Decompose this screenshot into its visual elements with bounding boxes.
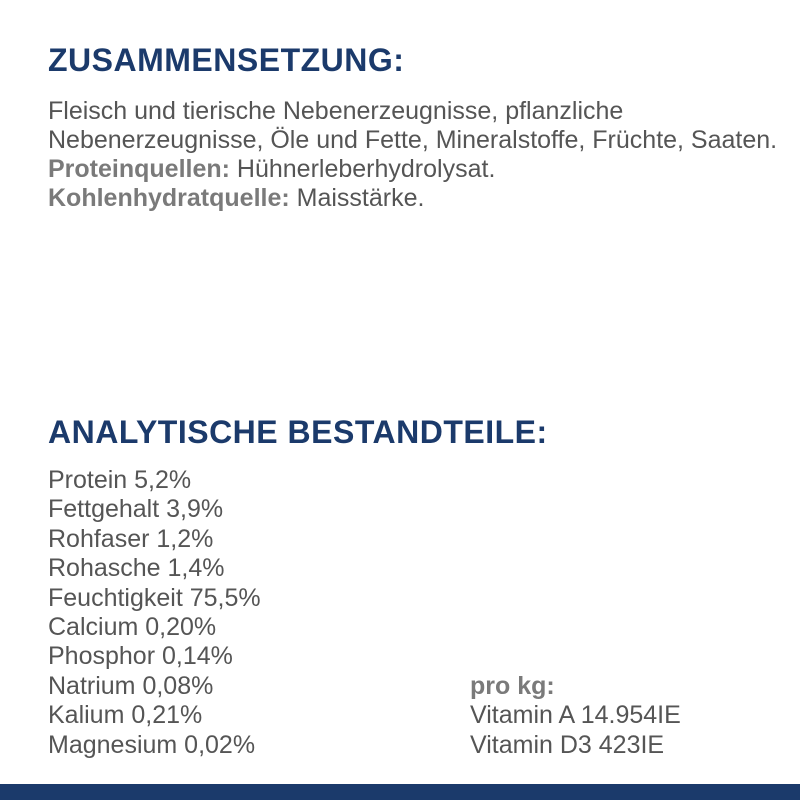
list-item: Kalium 0,21% xyxy=(48,701,203,730)
analytical-constituents-list xyxy=(48,466,261,760)
list-item: Phosphor 0,14% xyxy=(48,642,233,671)
composition-section xyxy=(48,97,778,213)
list-item: Calcium 0,20% xyxy=(48,613,217,642)
list-item: Protein 5,2% xyxy=(48,466,192,494)
carbohydrate-source-line xyxy=(48,184,778,213)
protein-sources-label: Proteinquellen: xyxy=(48,155,230,183)
protein-sources-value: Hühnerleberhydrolysat. xyxy=(229,155,496,183)
list-item: Fettgehalt 3,9% xyxy=(48,495,224,524)
list-item: Feuchtigkeit 75,5% xyxy=(48,583,261,612)
carbohydrate-source-value: Maisstärke. xyxy=(289,184,425,212)
carbohydrate-source-label: Kohlenhydratquelle: xyxy=(48,184,290,212)
per-kg-label: pro kg: xyxy=(470,672,555,700)
list-item: Magnesium 0,02% xyxy=(48,730,256,759)
list-item: Rohfaser 1,2% xyxy=(48,524,214,553)
vitamin-item: Vitamin D3 423IE xyxy=(470,730,665,759)
per-kg-section xyxy=(470,672,681,760)
protein-sources-line xyxy=(48,155,778,184)
analysis-heading: ANALYTISCHE BESTANDTEILE: xyxy=(48,414,548,450)
footer-bar xyxy=(0,784,800,800)
vitamin-item: Vitamin A 14.954IE xyxy=(470,701,681,730)
composition-heading: ZUSAMMENSETZUNG: xyxy=(48,42,405,78)
list-item: Rohasche 1,4% xyxy=(48,554,225,583)
composition-text: Fleisch und tierische Nebenerzeugnisse, pflanzliche Nebenerzeugnisse, Öle und Fette, Mineralstoffe, Früchte, Saaten. xyxy=(48,97,778,154)
list-item: Natrium 0,08% xyxy=(48,671,214,700)
